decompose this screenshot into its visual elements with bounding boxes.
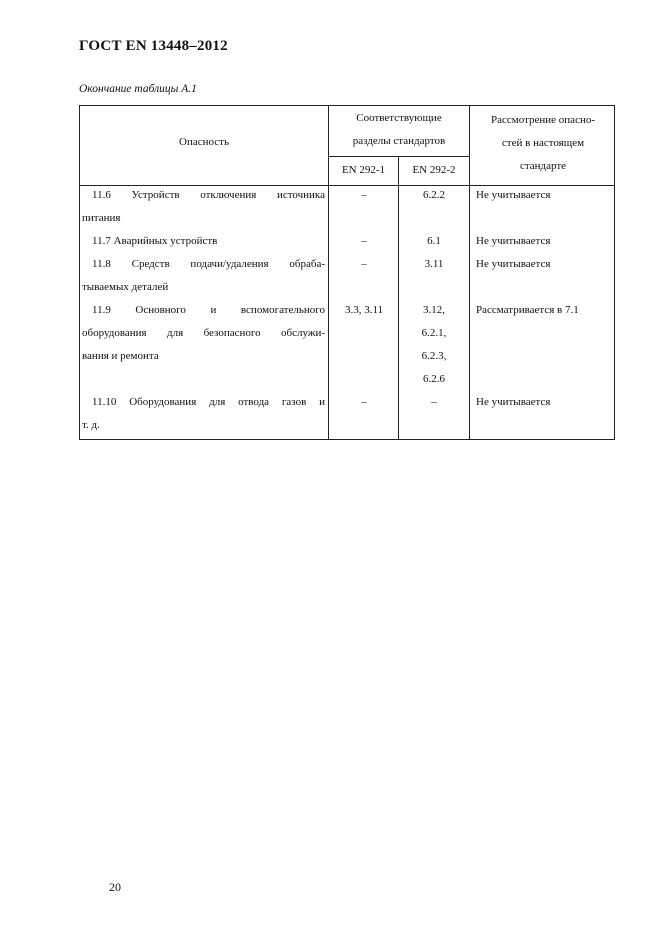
header-subdivider [328,156,469,157]
section-ref: 3.12, [423,304,445,316]
page-number: 20 [109,880,121,894]
hazard-line: т. д. [82,419,100,431]
section-ref: 6.2.1, [421,327,447,339]
hazard-line: 11.10 Оборудования для отвода газов и [92,396,325,408]
hazard-line: 11.9 Основного и вспомогательного [92,304,325,316]
table-row-en292-1: – [361,235,367,247]
header-hazard: Опасность [179,136,229,148]
table-caption: Окончание таблицы А.1 [79,83,197,95]
table-row-en292-1: – [361,396,367,408]
table-row-en292-2 [400,299,468,391]
header-consideration-line2: стей в настоящем [501,137,585,149]
table-row-hazard [82,299,325,368]
table-row-en292-1: – [361,189,367,201]
table-row-en292-2: 3.11 [424,258,444,270]
document-code: ГОСТ EN 13448–2012 [79,38,228,54]
hazard-line: оборудования для безопасного обслужи- [82,327,325,339]
table-row-consideration: Не учитывается [476,396,551,408]
table-row-consideration: Не учитывается [476,235,551,247]
header-consideration-line1: Рассмотрение опасно- [490,114,595,126]
table-row-en292-2: – [431,396,437,408]
hazard-line: питания [82,212,121,224]
table-row-hazard [92,230,325,253]
header-consideration-line3: стандарте [519,160,567,172]
header-sections-line1: Соответствующие [356,112,442,124]
table-row-en292-2: 6.1 [427,235,441,247]
section-ref: 6.2.6 [423,373,445,385]
hazard-table [79,105,615,440]
hazard-line: вания и ремонта [82,350,159,362]
table-row-en292-1: – [361,258,367,270]
hazard-line: 11.6 Устройств отключения источника [92,189,325,201]
table-row-en292-2: 6.2.2 [423,189,445,201]
table-row-hazard [82,391,325,437]
header-en292-2: EN 292-2 [412,164,456,176]
table-row-en292-1: 3.3, 3.11 [344,304,384,316]
table-row-hazard [82,253,325,299]
hazard-line: тываемых деталей [82,281,169,293]
header-en292-1: EN 292-1 [341,164,386,176]
hazard-line: 11.8 Средств подачи/удаления обраба- [92,258,325,270]
table-row-consideration: Не учитывается [476,189,551,201]
header-sections-line2: разделы стандартов [352,135,446,147]
table-row-hazard [82,184,325,230]
section-ref: 6.2.3, [421,350,447,362]
hazard-line: 11.7 Аварийных устройств [92,235,218,247]
column-divider [398,156,399,439]
table-row-consideration: Рассматривается в 7.1 [476,304,579,316]
table-row-consideration: Не учитывается [476,258,551,270]
